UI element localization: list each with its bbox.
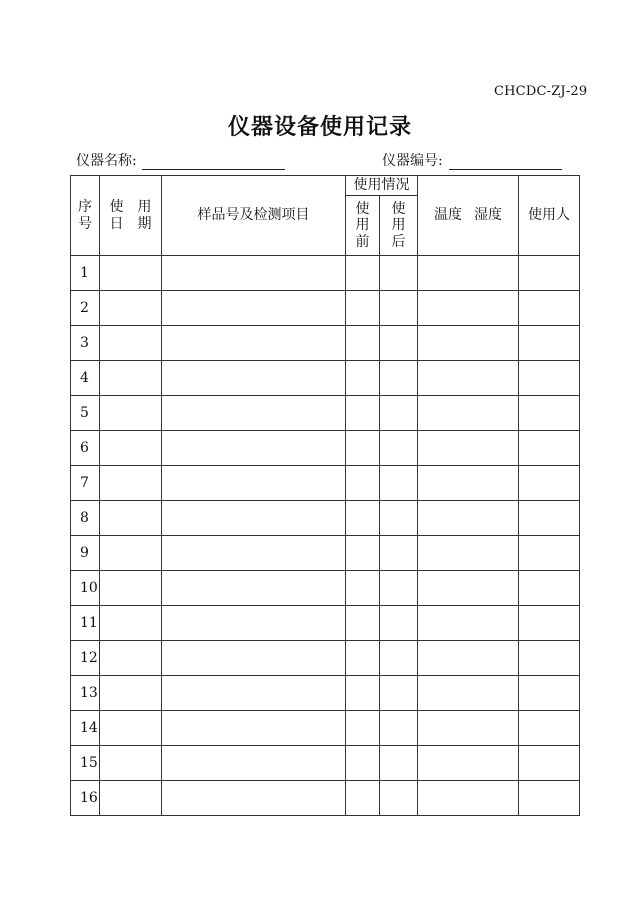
user-cell[interactable] <box>519 711 580 746</box>
header-before-1: 使 <box>355 201 370 218</box>
sample-cell[interactable] <box>162 466 346 501</box>
instrument-number-field <box>382 150 562 170</box>
before-use-cell[interactable] <box>346 431 380 466</box>
user-cell[interactable] <box>519 536 580 571</box>
header-before-use <box>346 196 380 256</box>
instrument-number-blank[interactable] <box>449 153 562 170</box>
after-use-cell[interactable] <box>380 361 418 396</box>
date-cell[interactable] <box>100 781 162 816</box>
before-use-cell[interactable] <box>346 326 380 361</box>
row-number: 1 <box>71 256 100 291</box>
temp-humidity-cell[interactable] <box>418 711 519 746</box>
user-cell[interactable] <box>519 466 580 501</box>
table-row <box>71 396 580 431</box>
header-date-line1: 使 用 <box>109 199 152 216</box>
row-number: 8 <box>71 501 100 536</box>
row-number: 7 <box>71 466 100 501</box>
sample-cell[interactable] <box>162 431 346 466</box>
header-sample: 样品号及检测项目 <box>162 176 346 256</box>
row-number: 9 <box>71 536 100 571</box>
table-row <box>71 326 580 361</box>
instrument-name-label: 仪器名称: <box>76 153 137 169</box>
sample-cell[interactable] <box>162 361 346 396</box>
header-before-3: 前 <box>355 233 370 250</box>
header-after-1: 使 <box>391 201 406 218</box>
temp-humidity-cell[interactable] <box>418 571 519 606</box>
sample-cell[interactable] <box>162 676 346 711</box>
date-cell[interactable] <box>100 291 162 326</box>
date-cell[interactable] <box>100 536 162 571</box>
row-number: 6 <box>71 431 100 466</box>
before-use-cell[interactable] <box>346 606 380 641</box>
instrument-name-field <box>76 150 285 170</box>
user-cell[interactable] <box>519 291 580 326</box>
header-seq <box>71 176 100 256</box>
temp-humidity-cell[interactable] <box>418 361 519 396</box>
row-number: 2 <box>71 291 100 326</box>
before-use-cell[interactable] <box>346 256 380 291</box>
table-row <box>71 676 580 711</box>
after-use-cell[interactable] <box>380 396 418 431</box>
user-cell[interactable] <box>519 501 580 536</box>
row-number: 4 <box>71 361 100 396</box>
sample-cell[interactable] <box>162 501 346 536</box>
before-use-cell[interactable] <box>346 536 380 571</box>
header-row-top <box>71 176 580 196</box>
user-cell[interactable] <box>519 676 580 711</box>
date-cell[interactable] <box>100 676 162 711</box>
table-row <box>71 746 580 781</box>
temp-humidity-cell[interactable] <box>418 291 519 326</box>
after-use-cell[interactable] <box>380 501 418 536</box>
after-use-cell[interactable] <box>380 431 418 466</box>
date-cell[interactable] <box>100 711 162 746</box>
row-number: 14 <box>71 711 100 746</box>
after-use-cell[interactable] <box>380 291 418 326</box>
table-row <box>71 641 580 676</box>
row-number: 10 <box>71 571 100 606</box>
before-use-cell[interactable] <box>346 711 380 746</box>
date-cell[interactable] <box>100 501 162 536</box>
date-cell[interactable] <box>100 571 162 606</box>
row-number: 12 <box>71 641 100 676</box>
after-use-cell[interactable] <box>380 536 418 571</box>
header-temp-humidity <box>418 176 519 256</box>
temp-humidity-cell[interactable] <box>418 431 519 466</box>
row-number: 15 <box>71 746 100 781</box>
table-row <box>71 781 580 816</box>
user-cell[interactable] <box>519 256 580 291</box>
temp-humidity-cell[interactable] <box>418 641 519 676</box>
document-title: 仪器设备使用记录 <box>227 114 412 140</box>
before-use-cell[interactable] <box>346 361 380 396</box>
row-number: 3 <box>71 326 100 361</box>
after-use-cell[interactable] <box>380 781 418 816</box>
header-temperature: 温度 <box>434 207 462 224</box>
after-use-cell[interactable] <box>380 641 418 676</box>
date-cell[interactable] <box>100 361 162 396</box>
user-cell[interactable] <box>519 781 580 816</box>
user-cell[interactable] <box>519 571 580 606</box>
table-row <box>71 431 580 466</box>
date-cell[interactable] <box>100 431 162 466</box>
row-number: 16 <box>71 781 100 816</box>
table-row <box>71 711 580 746</box>
temp-humidity-cell[interactable] <box>418 781 519 816</box>
before-use-cell[interactable] <box>346 641 380 676</box>
table-row <box>71 606 580 641</box>
table-row <box>71 256 580 291</box>
sample-cell[interactable] <box>162 746 346 781</box>
header-usage-status: 使用情况 <box>346 176 418 196</box>
before-use-cell[interactable] <box>346 746 380 781</box>
instrument-name-blank[interactable] <box>142 153 285 170</box>
table-row <box>71 466 580 501</box>
header-seq-line1: 序 <box>78 199 92 216</box>
after-use-cell[interactable] <box>380 571 418 606</box>
table-row <box>71 361 580 396</box>
before-use-cell[interactable] <box>346 501 380 536</box>
user-cell[interactable] <box>519 396 580 431</box>
header-humidity: 湿度 <box>474 207 502 224</box>
date-cell[interactable] <box>100 641 162 676</box>
before-use-cell[interactable] <box>346 571 380 606</box>
row-number: 13 <box>71 676 100 711</box>
header-before-2: 用 <box>355 217 370 234</box>
header-after-use <box>380 196 418 256</box>
record-body <box>71 256 580 816</box>
date-cell[interactable] <box>100 326 162 361</box>
header-after-2: 用 <box>391 217 406 234</box>
user-cell[interactable] <box>519 606 580 641</box>
header-after-3: 后 <box>391 233 406 250</box>
usage-record-table <box>70 175 580 816</box>
user-cell[interactable] <box>519 746 580 781</box>
temp-humidity-cell[interactable] <box>418 326 519 361</box>
temp-humidity-cell[interactable] <box>418 536 519 571</box>
temp-humidity-cell[interactable] <box>418 466 519 501</box>
header-date-line2: 日 期 <box>109 215 152 232</box>
temp-humidity-cell[interactable] <box>418 746 519 781</box>
sample-cell[interactable] <box>162 291 346 326</box>
row-number: 11 <box>71 606 100 641</box>
before-use-cell[interactable] <box>346 781 380 816</box>
user-cell[interactable] <box>519 431 580 466</box>
date-cell[interactable] <box>100 256 162 291</box>
temp-humidity-cell[interactable] <box>418 256 519 291</box>
sample-cell[interactable] <box>162 256 346 291</box>
sample-cell[interactable] <box>162 711 346 746</box>
after-use-cell[interactable] <box>380 676 418 711</box>
before-use-cell[interactable] <box>346 676 380 711</box>
instrument-number-label: 仪器编号: <box>382 153 443 169</box>
temp-humidity-cell[interactable] <box>418 676 519 711</box>
temp-humidity-cell[interactable] <box>418 606 519 641</box>
date-cell[interactable] <box>100 396 162 431</box>
after-use-cell[interactable] <box>380 746 418 781</box>
sample-cell[interactable] <box>162 606 346 641</box>
sample-cell[interactable] <box>162 326 346 361</box>
date-cell[interactable] <box>100 606 162 641</box>
before-use-cell[interactable] <box>346 396 380 431</box>
header-user: 使用人 <box>519 176 580 256</box>
header-seq-line2: 号 <box>78 215 92 232</box>
user-cell[interactable] <box>519 641 580 676</box>
after-use-cell[interactable] <box>380 711 418 746</box>
user-cell[interactable] <box>519 326 580 361</box>
table-row <box>71 536 580 571</box>
after-use-cell[interactable] <box>380 326 418 361</box>
before-use-cell[interactable] <box>346 291 380 326</box>
sample-cell[interactable] <box>162 571 346 606</box>
after-use-cell[interactable] <box>380 466 418 501</box>
temp-humidity-cell[interactable] <box>418 396 519 431</box>
user-cell[interactable] <box>519 361 580 396</box>
sample-cell[interactable] <box>162 396 346 431</box>
row-number: 5 <box>71 396 100 431</box>
sample-cell[interactable] <box>162 536 346 571</box>
header-date <box>100 176 162 256</box>
after-use-cell[interactable] <box>380 606 418 641</box>
after-use-cell[interactable] <box>380 256 418 291</box>
sample-cell[interactable] <box>162 781 346 816</box>
date-cell[interactable] <box>100 466 162 501</box>
before-use-cell[interactable] <box>346 466 380 501</box>
table-row <box>71 571 580 606</box>
date-cell[interactable] <box>100 746 162 781</box>
sample-cell[interactable] <box>162 641 346 676</box>
temp-humidity-cell[interactable] <box>418 501 519 536</box>
document-code: CHCDC-ZJ-29 <box>494 84 588 99</box>
table-row <box>71 501 580 536</box>
table-row <box>71 291 580 326</box>
